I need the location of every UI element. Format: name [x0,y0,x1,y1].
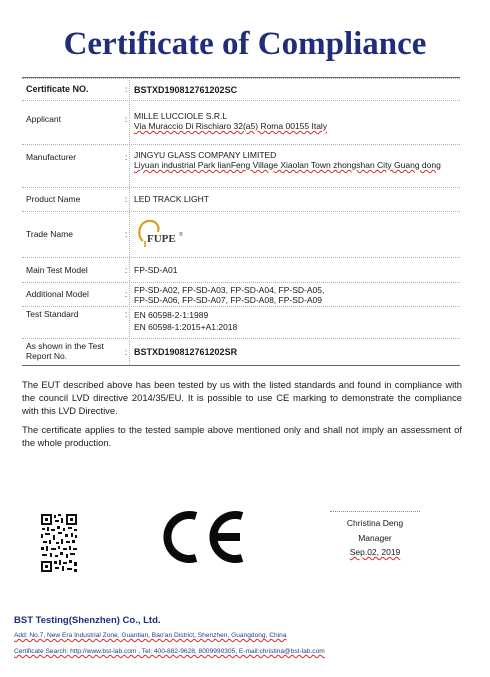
applicant-name: MILLE LUCCIOLE S.R.L [134,111,228,121]
manufacturer-name: JINGYU GLASS COMPANY LIMITED [134,150,277,160]
row-separator: : [125,194,128,204]
additional-models-line: FP-SD-A02, FP-SD-A03, FP-SD-A04, FP-SD-A05, [134,285,325,295]
test-standard-line: EN 60598-2-1:1989 [134,310,209,320]
row-label: Product Name [26,194,81,204]
row-applicant [22,100,460,145]
registered-mark: ® [179,232,183,238]
test-standard-line: EN 60598-1:2015+A1:2018 [134,322,238,332]
manufacturer-address: Liyuan industrial Park lianFeng Village Xiaolan Town zhongshan City Guang dong [134,160,441,170]
trade-logo [135,217,195,253]
issuer-address: Add: No.7, New Era Industrial Zone, Guantian, Bao'an District, Shenzhen, Guangdong, China [14,632,287,639]
row-separator: : [125,114,128,124]
certificate-details-table [22,77,460,366]
row-separator: : [125,289,128,299]
row-manufacturer [22,144,460,188]
ce-mark-icon [158,505,248,569]
row-additional-model [22,282,460,307]
row-label: Trade Name [26,229,73,239]
issuer-contact: Certificate Search: http://www.bst-lab.com , Tel: 400-882-9628, 8009990305, E-mail:christina@bst-lab.com [14,648,325,655]
row-test-report [22,338,460,366]
certificate-number: BSTXD190812761202SC [134,85,238,95]
signatory-name: Christina Deng [346,518,404,528]
row-certificate-no [22,78,460,101]
issuer-company: BST Testing(Shenzhen) Co., Ltd. [14,615,161,626]
row-label: As shown in the Test Report No. [26,341,104,361]
row-label: Test Standard [26,309,79,319]
trade-logo-text: FUPE [147,233,176,245]
row-label: Additional Model [26,289,89,299]
row-separator: : [125,229,128,239]
row-separator: : [125,152,128,162]
row-separator: : [125,347,128,357]
row-test-standard [22,306,460,339]
row-separator: : [125,265,128,275]
scope-statement: The certificate applies to the tested sample above mentioned only and shall not imply an assessment of the whole production. [22,424,462,448]
compliance-statement: The EUT described above has been tested by us with the listed standards and found in compliance with the council LVD directive 2014/35/EU. It is possible to use CE marking to demonstrate the compliance with this LVD Directive. [22,379,462,416]
row-main-test-model [22,257,460,283]
row-product-name [22,187,460,212]
row-label: Main Test Model [26,265,88,275]
row-label: Manufacturer [26,152,77,162]
issue-date: Sep.02, 2019 [349,547,401,557]
row-label: Applicant [26,114,61,124]
test-report-number: BSTXD190812761202SR [134,347,238,357]
row-trade-name [22,211,460,258]
row-separator: : [125,84,128,94]
signatory-role: Manager [358,533,392,543]
row-label: Certificate NO. [26,84,89,94]
additional-models-line: FP-SD-A06, FP-SD-A07, FP-SD-A08, FP-SD-A09 [134,295,322,305]
row-separator: : [125,309,128,319]
product-name: LED TRACK LIGHT [134,194,209,204]
signature-line [330,511,420,512]
applicant-address: Via Muraccio Di Rischiaro 32(a5) Roma 00155 Italy [134,121,328,131]
certificate-title: Certificate of Compliance [63,26,427,62]
main-test-model: FP-SD-A01 [134,265,178,275]
qr-code-icon [40,513,78,573]
